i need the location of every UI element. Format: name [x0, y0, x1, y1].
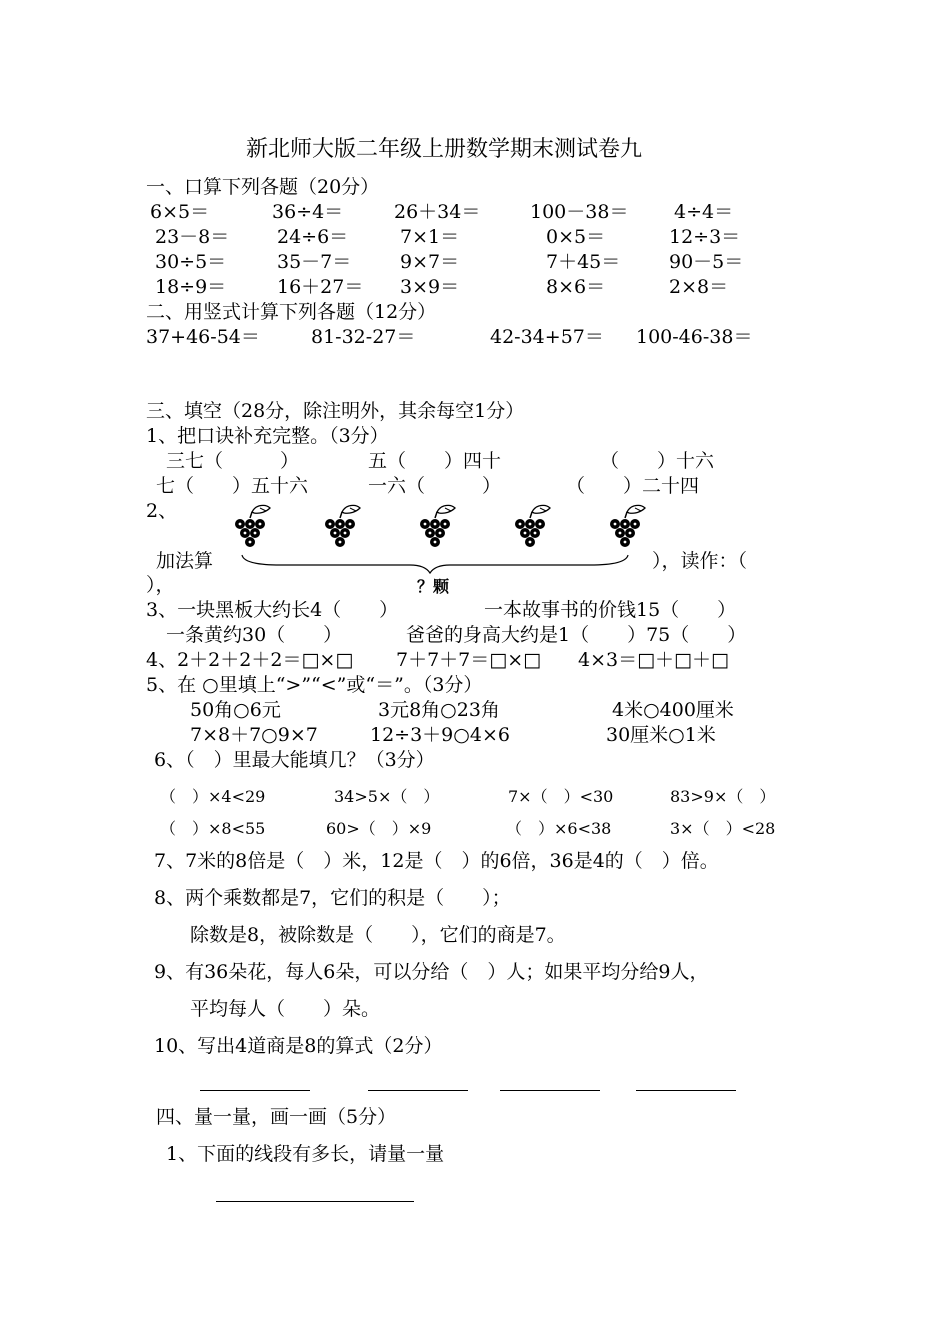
max-fill-item: （ ）×6<38	[506, 819, 612, 838]
max-fill-item: 83>9×（ ）	[670, 787, 776, 806]
q4-part-a: 4、2＋2＋2＋2＝□×□	[146, 649, 354, 671]
q2-label: 2、	[146, 500, 178, 522]
mental-math-item: 4÷4＝	[674, 201, 734, 223]
section-4-q1: 1、下面的线段有多长，请量一量	[166, 1143, 445, 1165]
q9-line1: 9、有36朵花，每人6朵，可以分给（ ）人；如果平均分给9人，	[154, 961, 709, 983]
q3-line2a: 一条黄约30（ ）	[166, 624, 343, 646]
q4-part-c: 4×3＝□＋□＋□	[578, 649, 729, 671]
max-fill-item: （ ）×8<55	[160, 819, 266, 838]
answer-blank-line[interactable]	[636, 1090, 736, 1091]
grape-bunch-icon	[420, 505, 455, 547]
max-fill-item: （ ）×4<29	[160, 787, 266, 806]
compare-item: 3元8角○23角	[378, 699, 500, 721]
compare-item: 30厘米○1米	[606, 724, 716, 746]
grape-bunch-icon	[325, 505, 360, 547]
q3-line2b: 爸爸的身高大约是1（ ）75（ ）	[406, 624, 747, 646]
brace-label: ？颗	[417, 577, 450, 596]
q3-line1a: 3、一块黑板大约长4（ ）	[146, 599, 399, 621]
section-2-heading: 二、用竖式计算下列各题（12分）	[146, 301, 437, 323]
mental-math-item: 9×7＝	[400, 251, 460, 273]
compare-item: 50角○6元	[190, 699, 281, 721]
answer-blank-line[interactable]	[200, 1090, 310, 1091]
multiplication-rhyme-item: 五（ ）四十	[368, 450, 502, 472]
mental-math-item: 90－5＝	[669, 251, 744, 273]
vertical-calc-item: 81-32-27＝	[311, 326, 416, 348]
mental-math-item: 8×6＝	[546, 276, 606, 298]
q7-text: 7、7米的8倍是（ ）米，12是（ ）的6倍，36是4的（ ）倍。	[154, 850, 719, 872]
compare-item: 4米○400厘米	[612, 699, 734, 721]
section-4-heading: 四、量一量，画一画（5分）	[156, 1106, 397, 1128]
vertical-calc-item: 100-46-38＝	[636, 326, 753, 348]
q3-line1b: 一本故事书的价钱15（ ）	[484, 599, 737, 621]
section-1-heading: 一、口算下列各题（20分）	[146, 176, 380, 198]
answer-blank-line[interactable]	[368, 1090, 468, 1091]
compare-item: 7×8＋7○9×7	[190, 724, 318, 746]
grapes-figure	[220, 497, 690, 587]
mental-math-item: 26＋34＝	[394, 201, 481, 223]
measure-line-segment	[216, 1201, 414, 1202]
mental-math-item: 16＋27＝	[277, 276, 364, 298]
vertical-calc-item: 37+46-54＝	[146, 326, 260, 348]
q10-text: 10、写出4道商是8的算式（2分）	[154, 1035, 443, 1057]
mental-math-item: 2×8＝	[669, 276, 729, 298]
multiplication-rhyme-item: （ ）二十四	[566, 475, 700, 497]
vertical-calc-item: 42-34+57＝	[490, 326, 604, 348]
q2-line-end: ），	[146, 574, 175, 596]
brace-icon	[242, 555, 628, 573]
mental-math-item: 6×5＝	[150, 201, 210, 223]
mental-math-item: 23－8＝	[155, 226, 230, 248]
q9-line2: 平均每人（ ）朵。	[190, 998, 381, 1020]
mental-math-item: 12÷3＝	[669, 226, 741, 248]
q1-label: 1、把口诀补充完整。（3分）	[146, 425, 389, 447]
mental-math-item: 35－7＝	[277, 251, 352, 273]
mental-math-item: 100－38＝	[530, 201, 629, 223]
multiplication-rhyme-item: （ ）十六	[600, 450, 715, 472]
mental-math-item: 18÷9＝	[155, 276, 227, 298]
max-fill-item: 7×（ ）<30	[508, 787, 614, 806]
compare-item: 12÷3＋9○4×6	[370, 724, 510, 746]
mental-math-item: 24÷6＝	[277, 226, 349, 248]
page-title: 新北师大版二年级上册数学期末测试卷九	[246, 137, 643, 162]
q6-label: 6、（ ）里最大能填几？（3分）	[154, 749, 435, 771]
mental-math-item: 36÷4＝	[272, 201, 344, 223]
q8-line1: 8、两个乘数都是7，它们的积是（ ）；	[154, 887, 511, 909]
grape-bunch-icon	[235, 505, 270, 547]
max-fill-item: 3×（ ）<28	[670, 819, 776, 838]
mental-math-item: 7＋45＝	[546, 251, 621, 273]
max-fill-item: 34>5×（ ）	[334, 787, 440, 806]
mental-math-item: 3×9＝	[400, 276, 460, 298]
multiplication-rhyme-item: 三七（ ）	[166, 450, 300, 472]
grape-bunch-icon	[515, 505, 550, 547]
grape-bunch-icon	[610, 505, 645, 547]
max-fill-item: 60>（ ）×9	[326, 819, 432, 838]
mental-math-item: 7×1＝	[400, 226, 460, 248]
multiplication-rhyme-item: 七（ ）五十六	[156, 475, 309, 497]
section-3-heading: 三、填空（28分，除注明外，其余每空1分）	[146, 400, 525, 422]
mental-math-item: 30÷5＝	[155, 251, 227, 273]
q4-part-b: 7＋7＋7＝□×□	[396, 649, 542, 671]
q5-label: 5、在 ○里填上“>”“<”或“＝”。（3分）	[146, 674, 483, 696]
q8-line2: 除数是8，被除数是（ ），它们的商是7。	[190, 924, 566, 946]
multiplication-rhyme-item: 一六（ ）	[368, 475, 502, 497]
answer-blank-line[interactable]	[500, 1090, 600, 1091]
q2-addition-label: 加法算	[156, 550, 214, 572]
mental-math-item: 0×5＝	[546, 226, 606, 248]
q2-read-as-label: ），读作：（	[652, 550, 748, 572]
